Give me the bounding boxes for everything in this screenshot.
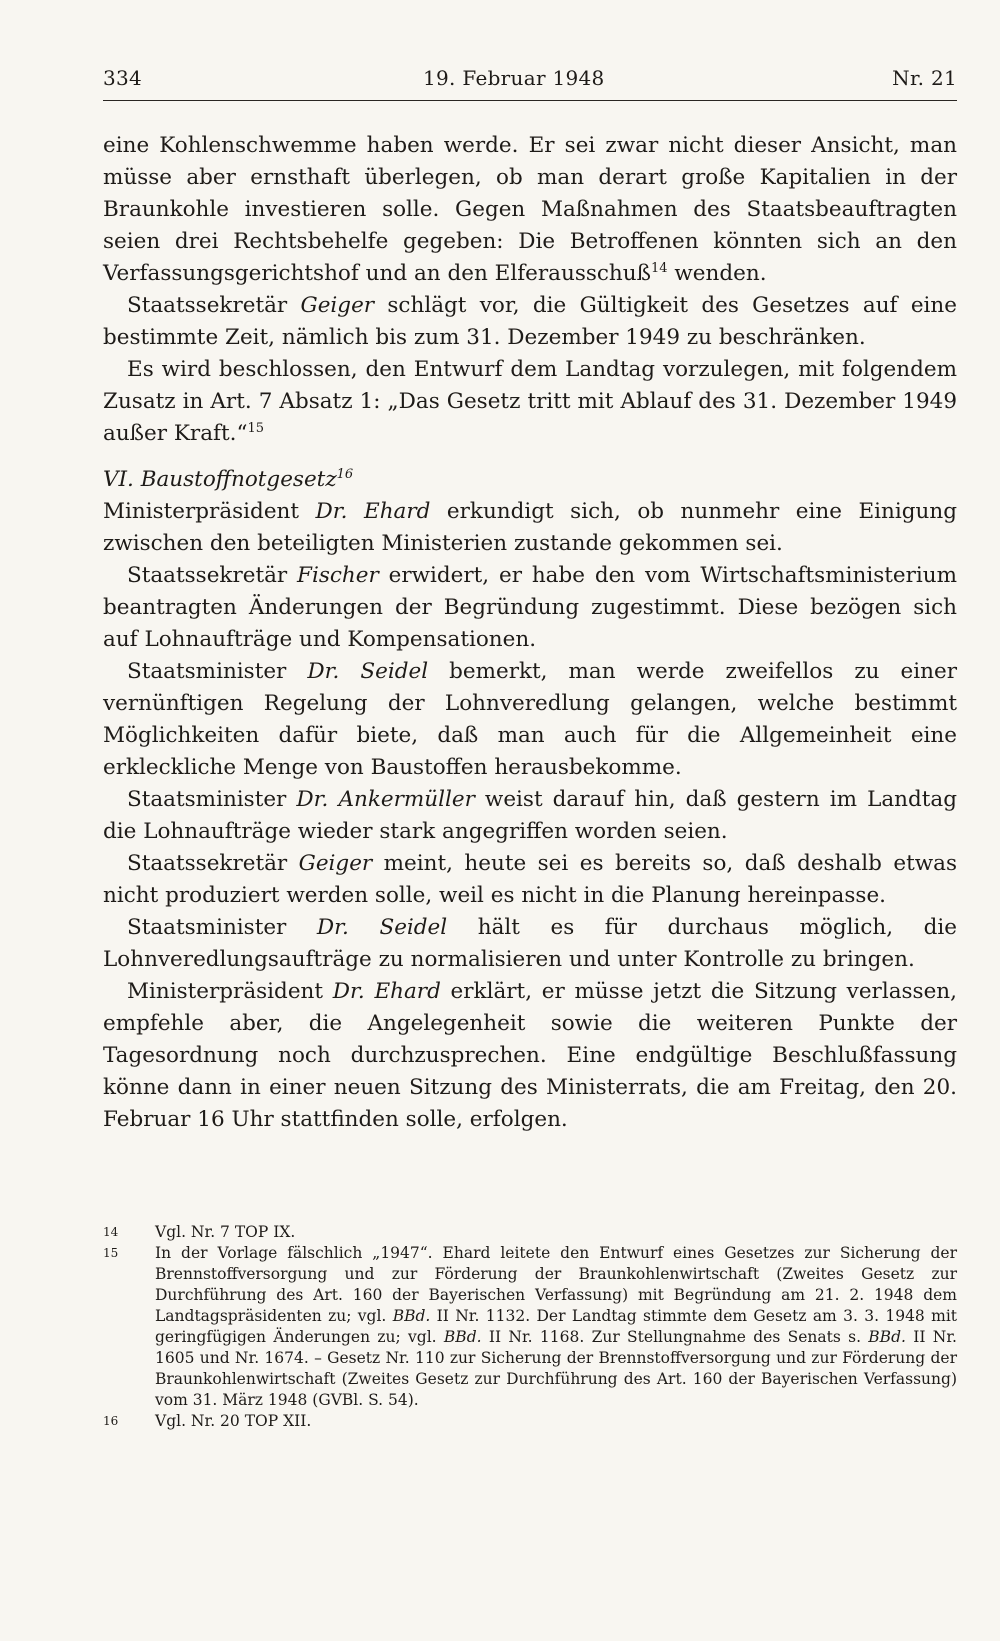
- paragraph-text: wenden.: [667, 261, 767, 286]
- speaker-name: Dr. Ehard: [315, 499, 431, 524]
- paragraph: [103, 290, 957, 354]
- paragraph-text: bemerkt, man werde zweifellos zu einer vernünftigen Regelung der Lohnveredlung gelangen, welche bestimmt Möglichkeiten dafür biete, daß man auch für die Allgemeinheit eine erkleckliche Menge von Baustoffen herausbekomme.: [103, 659, 957, 780]
- speaker-name: Geiger: [300, 293, 375, 318]
- footnote-number: 14: [103, 1225, 119, 1239]
- speaker-title: Ministerpräsident: [127, 979, 333, 1004]
- paragraph-text: erklärt, er müsse jetzt die Sitzung verlassen, empfehle aber, die Angelegenheit sowie die weiteren Punkte der Tagesordnung noch durchzusprechen. Eine endgültige Beschlußfassung könne dann in einer neuen Sitzung des Ministerrats, die am Freitag, den 20. Februar 16 Uhr stattfinden solle, erfolgen.: [103, 979, 957, 1132]
- paragraph: [103, 354, 957, 450]
- paragraph-text: hält es für durchaus möglich, die Lohnveredlungsaufträge zu normalisieren und unter Kontrolle zu bringen.: [103, 915, 957, 972]
- paragraph: [103, 784, 957, 848]
- paragraph: [103, 912, 957, 976]
- footnote-number: 16: [103, 1414, 119, 1428]
- speaker-title: Staatssekretär: [127, 293, 301, 318]
- main-text: [103, 130, 957, 1136]
- footnote-text: Vgl. Nr. 20 TOP XII.: [155, 1412, 312, 1430]
- footnote: [103, 1243, 957, 1411]
- citation-ref: BBd.: [392, 1307, 431, 1325]
- paragraph: [103, 560, 957, 656]
- page-number: 334: [103, 66, 143, 90]
- footnote-text: II Nr. 1605 und Nr. 1674. – Gesetz Nr. 110 zur Sicherung der Brennstoffversorgung und zur Förderung der Braunkohlenwirtschaft (Zweites Gesetz zur Durchführung des Art. 160 der Bayerischen Verfassung) vom 31. März 1948 (GVBl. S. 54).: [155, 1328, 957, 1409]
- paragraph-text: erwidert, er habe den vom Wirtschaftsministerium beantragten Änderungen der Begründung zugestimmt. Diese bezögen sich auf Lohnaufträge und Kompensationen.: [103, 563, 957, 652]
- speaker-name: Dr. Seidel: [316, 915, 448, 940]
- citation-ref: BBd.: [868, 1328, 906, 1346]
- speaker-title: Staatsminister: [127, 915, 317, 940]
- footnote-number: 15: [103, 1246, 119, 1260]
- speaker-name: Dr. Ankermüller: [296, 787, 475, 812]
- paragraph-text: weist darauf hin, daß gestern im Landtag die Lohnaufträge wieder stark angegriffen worden seien.: [103, 787, 957, 844]
- speaker-name: Geiger: [298, 851, 373, 876]
- paragraph: [103, 656, 957, 784]
- page-header: [103, 60, 957, 101]
- footnote-ref: 14: [651, 260, 668, 276]
- header-date: 19. Februar 1948: [423, 66, 605, 90]
- footnote-text: II Nr. 1132. Der Landtag stimmte dem Gesetz am 3. 3. 1948 mit geringfügigen Änderungen zu; vgl.: [155, 1307, 958, 1346]
- citation-ref: BBd.: [443, 1328, 482, 1346]
- footnote-text: II Nr. 1168. Zur Stellungnahme des Senats s.: [481, 1328, 869, 1346]
- paragraph: [103, 976, 957, 1136]
- footnotes: [103, 1222, 957, 1432]
- footnote-ref: 16: [336, 466, 354, 482]
- section-heading: [103, 464, 957, 496]
- speaker-title: Staatssekretär: [127, 563, 298, 588]
- paragraph: [103, 130, 957, 290]
- speaker-title: Staatssekretär: [127, 851, 299, 876]
- speaker-name: Dr. Ehard: [332, 979, 441, 1004]
- paragraph: [103, 496, 957, 560]
- paragraph: [103, 848, 957, 912]
- paragraph-text: erkundigt sich, ob nunmehr eine Einigung zwischen den beteiligten Ministerien zustande gekommen sei.: [103, 499, 957, 556]
- speaker-title: Ministerpräsident: [103, 499, 316, 524]
- footnote-text: Vgl. Nr. 7 TOP IX.: [155, 1223, 296, 1241]
- paragraph-text: meint, heute sei es bereits so, daß deshalb etwas nicht produziert werden solle, weil es nicht in die Planung hereinpasse.: [103, 851, 957, 908]
- paragraph-text: Es wird beschlossen, den Entwurf dem Landtag vorzulegen, mit folgendem Zusatz in Art. 7 Absatz 1: „Das Gesetz tritt mit Ablauf des 31. Dezember 1949 außer Kraft.“: [103, 357, 957, 446]
- section-title: VI. Baustoffnotgesetz: [103, 467, 337, 492]
- footnote-ref: 15: [247, 420, 264, 436]
- speaker-title: Staatsminister: [127, 659, 308, 684]
- footnote-text: In der Vorlage fälschlich „1947“. Ehard leitete den Entwurf eines Gesetzes zur Sicherung der Brennstoffversorgung und zur Förderung der Braunkohlenwirtschaft (Zweites Gesetz zur Durchführung des Art. 160 der Bayerischen Verfassung) mit Begründung am 21. 2. 1948 dem Landtagspräsidenten zu; vgl.: [155, 1244, 957, 1325]
- document-number: Nr. 21: [892, 66, 957, 90]
- paragraph-text: schlägt vor, die Gültigkeit des Gesetzes auf eine bestimmte Zeit, nämlich bis zum 31. Dezember 1949 zu beschränken.: [103, 293, 957, 350]
- speaker-name: Dr. Seidel: [307, 659, 429, 684]
- speaker-title: Staatsminister: [127, 787, 297, 812]
- footnote: [103, 1222, 957, 1243]
- footnote: [103, 1411, 957, 1432]
- paragraph-text: eine Kohlenschwemme haben werde. Er sei zwar nicht dieser Ansicht, man müsse aber ernsthaft überlegen, ob man derart große Kapitalien in der Braunkohle investieren solle. Gegen Maßnahmen des Staatsbeauftragten seien drei Rechtsbehelfe gegeben: Die Betroffenen könnten sich an den Verfassungsgerichtshof und an den Elferausschuß: [103, 133, 957, 286]
- speaker-name: Fischer: [297, 563, 379, 588]
